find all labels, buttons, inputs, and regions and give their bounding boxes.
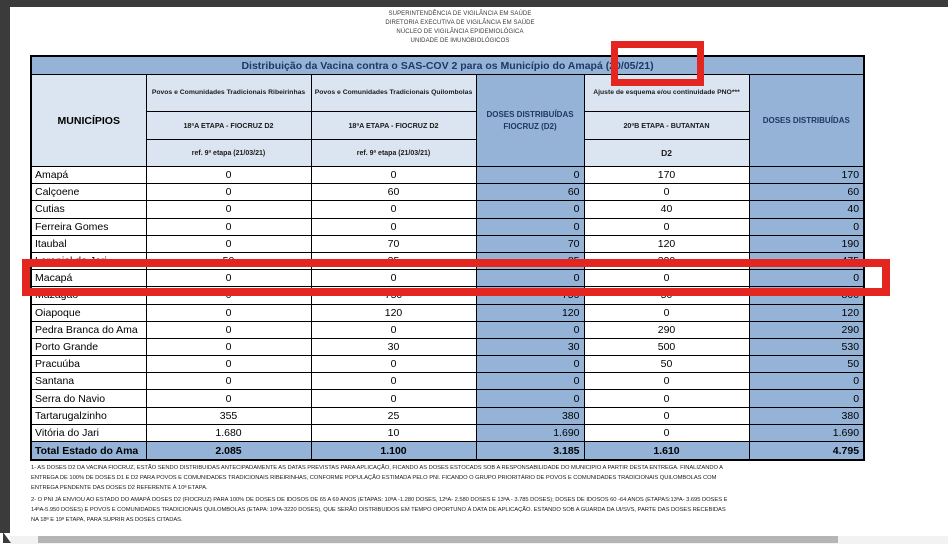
cell-municipality: Santana	[31, 373, 146, 390]
cell-butantan: 390	[584, 252, 749, 269]
cell-ribeirinhas: 50	[146, 252, 311, 269]
table-row	[31, 390, 864, 407]
cell-doses-fiocruz: 0	[476, 201, 584, 218]
table-row	[31, 356, 864, 373]
cell-doses-total: 40	[749, 201, 864, 218]
cell-ribeirinhas: 0	[146, 321, 311, 338]
footnote-2	[31, 495, 911, 525]
cell-doses-fiocruz: 0	[476, 373, 584, 390]
cell-municipality: Macapá	[31, 270, 146, 287]
header-row-etapa	[31, 112, 864, 140]
cursor-arrow-icon	[3, 532, 11, 543]
table-row	[31, 304, 864, 321]
header-butantan-etapa: 20ªB ETAPA - BUTANTAN	[584, 112, 749, 140]
cell-doses-fiocruz: 1.690	[476, 424, 584, 441]
cell-quilombolas: 0	[311, 390, 476, 407]
cell-ribeirinhas: 0	[146, 287, 311, 304]
cell-doses-total: 50	[749, 356, 864, 373]
header-butantan-group: Ajuste de esquema e/ou continuidade PNO***	[584, 75, 749, 112]
table-row	[31, 184, 864, 201]
cell-doses-fiocruz: 0	[476, 167, 584, 184]
cell-butantan: 0	[584, 373, 749, 390]
cell-quilombolas: 0	[311, 270, 476, 287]
total-ribeirinhas: 2.085	[146, 442, 311, 461]
cell-butantan: 0	[584, 304, 749, 321]
org-header-line: SUPERINTENDÊNCIA DE VIGILÂNCIA EM SAÚDE	[388, 11, 532, 17]
cell-quilombolas: 25	[311, 407, 476, 424]
cell-butantan: 0	[584, 390, 749, 407]
total-butantan: 1.610	[584, 442, 749, 461]
cell-municipality: Mazagão	[31, 287, 146, 304]
footnote-line: 14ªA-5.950 DOSES) E POVOS E COMUNIDADES TRADICIONAIS QUILOMBOLAS (ETAPA: 10ªA-3220 DOSES), QUE SERÃO DISTRIBUIDOS EM TEMPO OPORTUNO À DATA DE APLICAÇÃO. ESTANDO SOB A GUARDA DA UI/SVS, PARTE DAS DOSES RECEBIDAS	[31, 507, 726, 513]
cell-butantan: 0	[584, 270, 749, 287]
annotation-box-date	[611, 41, 704, 86]
table-row	[31, 167, 864, 184]
org-header	[200, 1, 720, 46]
header-ribeirinhas-etapa: 18ªA ETAPA - FIOCRUZ D2	[146, 112, 311, 140]
cell-ribeirinhas: 0	[146, 235, 311, 252]
table-row	[31, 218, 864, 235]
table-body	[31, 167, 864, 442]
cell-butantan: 170	[584, 167, 749, 184]
header-municipios: MUNICÍPIOS	[31, 75, 146, 167]
org-header-line: NÚCLEO DE VIGILÂNCIA EPIDEMIOLÓGICA	[396, 29, 524, 35]
cell-doses-total: 170	[749, 167, 864, 184]
cell-quilombolas: 0	[311, 218, 476, 235]
cell-ribeirinhas: 0	[146, 373, 311, 390]
footnote-line: 1- AS DOSES D2 DA VACINA FIOCRUZ, ESTÃO SENDO DISTRIBUIDAS ANTECIPADAMENTE AS DATAS PREVISTAS PARA APLICAÇÃO, FICANDO AS DOSES ESTOCADS SOB A RESPONSABILIDADE DO MUNICIPIO A PARTIR DESTA ENTREGA. FINALIZANDO A	[31, 465, 723, 471]
header-quilombolas-ref: ref. 9ª etapa (21/03/21)	[311, 140, 476, 167]
table-row	[31, 424, 864, 441]
cell-ribeirinhas: 0	[146, 167, 311, 184]
cell-butantan: 0	[584, 424, 749, 441]
cell-butantan: 0	[584, 407, 749, 424]
table-title-row	[31, 56, 864, 75]
footnote-line: ENTREGA PENDENTE DAS DOSES D2 REFERENTE Á 10ª ETAPA.	[31, 485, 208, 491]
cell-butantan: 50	[584, 287, 749, 304]
table-row	[31, 407, 864, 424]
cell-quilombolas: 30	[311, 338, 476, 355]
cell-doses-fiocruz: 380	[476, 407, 584, 424]
cell-quilombolas: 0	[311, 356, 476, 373]
cell-doses-total: 0	[749, 270, 864, 287]
footnote-line: NA 18ª E 19ª ETAPA, PARA SUPRIR AS DOSES CITADAS.	[31, 517, 183, 523]
cell-doses-total: 0	[749, 373, 864, 390]
footnote-line: ENTREGA DE 100% DE DOSES D1 E D2 PARA POVOS E COMUNIDADES TRADICIONAIS RIBEIRINHAS, CONFORME POPULAÇÃO ESTIMADA PELO PNI. FICANDO O GRUPO PRIORITÁRIO DE POVOS E COMUNIDADES TRADICIONAIS QUILOMBOLAS COM	[31, 475, 717, 481]
cell-municipality: Ferreira Gomes	[31, 218, 146, 235]
cell-municipality: Tartarugalzinho	[31, 407, 146, 424]
header-butantan-d2: D2	[584, 140, 749, 167]
cell-quilombolas: 750	[311, 287, 476, 304]
cell-ribeirinhas: 355	[146, 407, 311, 424]
header-ribeirinhas-ref: ref. 9ª etapa (21/03/21)	[146, 140, 311, 167]
cell-ribeirinhas: 1.680	[146, 424, 311, 441]
header-row-group	[31, 75, 864, 112]
table-row	[31, 235, 864, 252]
cell-doses-total: 800	[749, 287, 864, 304]
cell-doses-fiocruz: 0	[476, 218, 584, 235]
cell-doses-fiocruz: 120	[476, 304, 584, 321]
window-frame-top	[0, 0, 948, 7]
table-row	[31, 321, 864, 338]
vaccine-distribution-table	[30, 55, 865, 461]
cell-quilombolas: 35	[311, 252, 476, 269]
cell-municipality: Amapá	[31, 167, 146, 184]
cell-doses-fiocruz: 30	[476, 338, 584, 355]
table-row	[31, 373, 864, 390]
cell-quilombolas: 70	[311, 235, 476, 252]
cell-ribeirinhas: 0	[146, 304, 311, 321]
cell-doses-total: 530	[749, 338, 864, 355]
cell-doses-total: 380	[749, 407, 864, 424]
cell-doses-total: 1.690	[749, 424, 864, 441]
table-row	[31, 201, 864, 218]
footnote-line: 2- O PNI JÁ ENVIOU AO ESTADO DO AMAPÁ DOSES D2 (FIOCRUZ) PARA 100% DE DOSES DE IDOSOS DE 65 A 69 ANOS (ETAPAS: 10ªA -1.280 DOSES, 12ªA- 2.580 DOSES E 13ªA - 3.785 DOSES); DOSES DE IDOSOS 60 -64 ANOS (ETAPAS:13ªA- 3.695 DOSES E	[31, 497, 728, 503]
cell-quilombolas: 10	[311, 424, 476, 441]
scrollbar-thumb[interactable]	[38, 536, 838, 543]
cell-municipality: Cutias	[31, 201, 146, 218]
cell-quilombolas: 0	[311, 373, 476, 390]
cell-municipality: Porto Grande	[31, 338, 146, 355]
header-ribeirinhas-group: Povos e Comunidades Tradicionais Ribeirinhas	[146, 75, 311, 112]
cell-butantan: 40	[584, 201, 749, 218]
cell-ribeirinhas: 0	[146, 270, 311, 287]
cell-doses-fiocruz: 85	[476, 252, 584, 269]
cell-doses-total: 290	[749, 321, 864, 338]
cell-municipality: Serra do Navio	[31, 390, 146, 407]
footnotes	[31, 463, 911, 527]
header-quilombolas-etapa: 18ªA ETAPA - FIOCRUZ D2	[311, 112, 476, 140]
table-row	[31, 338, 864, 355]
cell-quilombolas: 0	[311, 167, 476, 184]
cell-butantan: 0	[584, 218, 749, 235]
total-row	[31, 442, 864, 461]
cell-ribeirinhas: 0	[146, 218, 311, 235]
cell-ribeirinhas: 0	[146, 201, 311, 218]
cell-butantan: 50	[584, 356, 749, 373]
cell-doses-fiocruz: 70	[476, 235, 584, 252]
header-doses-total: DOSES DISTRIBUÍDAS	[749, 75, 864, 167]
cell-doses-fiocruz: 60	[476, 184, 584, 201]
cell-doses-total: 0	[749, 390, 864, 407]
cell-doses-fiocruz: 0	[476, 390, 584, 407]
cell-doses-total: 190	[749, 235, 864, 252]
cell-ribeirinhas: 0	[146, 390, 311, 407]
cell-doses-fiocruz: 0	[476, 356, 584, 373]
total-label: Total Estado do Ama	[31, 442, 146, 461]
cell-ribeirinhas: 0	[146, 338, 311, 355]
cell-butantan: 0	[584, 184, 749, 201]
cell-municipality: Pedra Branca do Ama	[31, 321, 146, 338]
cell-municipality: Oiapoque	[31, 304, 146, 321]
annotation-box-macapa-row	[22, 259, 890, 296]
total-doses: 4.795	[749, 442, 864, 461]
footnote-1	[31, 463, 911, 493]
header-quilombolas-group: Povos e Comunidades Tradicionais Quilombolas	[311, 75, 476, 112]
cell-quilombolas: 120	[311, 304, 476, 321]
cell-municipality: Calçoene	[31, 184, 146, 201]
cell-municipality: Vitória do Jari	[31, 424, 146, 441]
cell-doses-fiocruz: 750	[476, 287, 584, 304]
cell-doses-fiocruz: 0	[476, 321, 584, 338]
cell-municipality: Laranjal do Jari	[31, 252, 146, 269]
cell-doses-total: 120	[749, 304, 864, 321]
cell-doses-total: 0	[749, 218, 864, 235]
cell-doses-fiocruz: 0	[476, 270, 584, 287]
cell-quilombolas: 0	[311, 201, 476, 218]
total-fiocruz: 3.185	[476, 442, 584, 461]
horizontal-scrollbar[interactable]	[10, 536, 948, 544]
cell-butantan: 120	[584, 235, 749, 252]
cell-ribeirinhas: 0	[146, 184, 311, 201]
cell-butantan: 500	[584, 338, 749, 355]
table-title: Distribuição da Vacina contra o SAS-COV 2 para os Município do Amapá (20/05/21)	[31, 56, 864, 75]
cell-butantan: 290	[584, 321, 749, 338]
total-quilombolas: 1.100	[311, 442, 476, 461]
org-header-line: DIRETORIA EXECUTIVA DE VIGILÂNCIA EM SAÚDE	[385, 20, 535, 26]
cell-doses-total: 60	[749, 184, 864, 201]
header-row-ref	[31, 140, 864, 167]
cell-ribeirinhas: 0	[146, 356, 311, 373]
cell-quilombolas: 60	[311, 184, 476, 201]
cell-municipality: Pracuúba	[31, 356, 146, 373]
header-doses-fiocruz: DOSES DISTRIBUÍDAS FIOCRUZ (D2)	[476, 75, 584, 167]
org-header-line: UNIDADE DE IMUNOBIOLÓGICOS	[410, 38, 510, 44]
cell-quilombolas: 0	[311, 321, 476, 338]
cell-doses-total: 475	[749, 252, 864, 269]
cell-municipality: Itaubal	[31, 235, 146, 252]
window-frame-left	[0, 0, 10, 533]
